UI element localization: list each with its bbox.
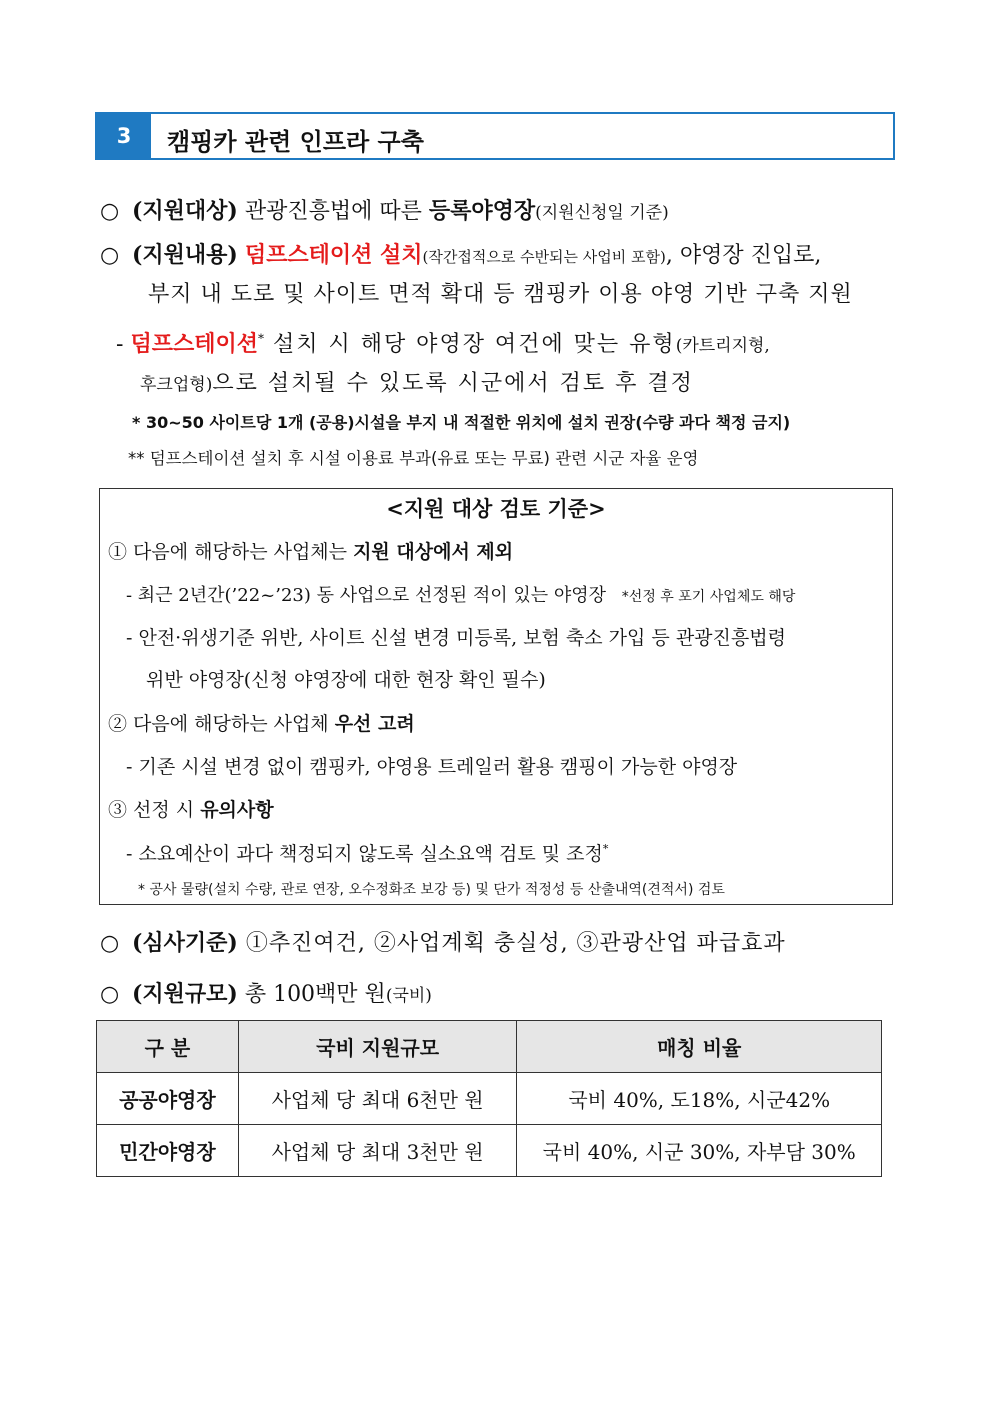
table-header-cell: 구 분 <box>97 1021 239 1073</box>
section-number: 3 <box>97 114 151 158</box>
item1-text: ① 다음에 해당하는 사업체는 <box>108 541 354 563</box>
target-small: (지원신청일 기준) <box>535 203 669 223</box>
section-title: 캠핑카 관련 인프라 구축 <box>167 128 424 156</box>
target-label: (지원대상) <box>132 198 238 224</box>
sub-dump-station <box>116 327 770 358</box>
criteria-item-1-sub-2-line2: 위반 야영장(신청 야영장에 대한 현장 확인 필수) <box>146 669 546 691</box>
scale-small: (국비) <box>385 986 432 1006</box>
bullet-review <box>100 926 786 957</box>
criteria-item-1-sub-2: - 안전·위생기준 위반, 사이트 신설 변경 미등록, 보험 축소 가입 등 관광진흥법령 <box>126 627 786 649</box>
sub-red: 덤프스테이션 <box>130 331 258 357</box>
review-label: (심사기준) <box>132 930 238 956</box>
support-table <box>96 1020 882 1177</box>
item2-bold: 우선 고려 <box>334 713 415 735</box>
table-cell: 국비 40%, 도18%, 시군42% <box>517 1073 882 1125</box>
bullet-marker: ○ <box>100 931 120 956</box>
table-row <box>97 1073 882 1125</box>
item3-sub1-text: - 소요예산이 과다 책정되지 않도록 실소요액 검토 및 조정 <box>126 843 603 865</box>
table-header-cell: 매칭 비율 <box>517 1021 882 1073</box>
content-label: (지원내용) <box>132 242 238 268</box>
section-header <box>95 112 895 160</box>
bullet-target <box>100 194 669 225</box>
content-red: 덤프스테이션 설치 <box>244 242 423 268</box>
criteria-item-3-sub-1 <box>126 839 608 866</box>
item2-text: ② 다음에 해당하는 사업체 <box>108 713 335 735</box>
bullet-scale <box>100 977 432 1008</box>
bullet-marker: ○ <box>100 199 120 224</box>
table-header-cell: 국비 지원규모 <box>238 1021 517 1073</box>
item3-bold: 유의사항 <box>200 799 274 821</box>
table-row <box>97 1125 882 1177</box>
bullet-marker: ○ <box>100 982 120 1007</box>
sub-dash: - <box>116 332 124 357</box>
item3-text: ③ 선정 시 <box>108 799 201 821</box>
note-2: ** 덤프스테이션 설치 후 시설 이용료 부과(유료 또는 무료) 관련 시군 자율 운영 <box>128 449 699 468</box>
sub-line2-text: 으로 설치될 수 있도록 시군에서 검토 후 결정 <box>212 371 694 396</box>
bullet-marker: ○ <box>100 243 120 268</box>
criteria-item-2-sub-1: - 기존 시설 변경 없이 캠핑카, 야영용 트레일러 활용 캠핑이 가능한 야영장 <box>126 756 738 778</box>
criteria-item-1-sub-1 <box>126 581 795 607</box>
table-row-header: 민간야영장 <box>97 1125 239 1177</box>
sub-small: (카트리지형, <box>675 336 770 356</box>
sub-star: * <box>257 331 264 346</box>
note-1: * 30~50 사이트당 1개 (공용)시설을 부지 내 적절한 위치에 설치 권장(수량 과다 책정 금지) <box>132 413 791 432</box>
criteria-box <box>99 488 893 905</box>
criteria-title: <지원 대상 검토 기준> <box>386 496 606 521</box>
target-text: 관광진흥법에 따른 <box>237 199 429 224</box>
criteria-item-1 <box>108 537 513 564</box>
content-line2: 부지 내 도로 및 사이트 면적 확대 등 캠핑카 이용 야영 기반 구축 지원 <box>148 282 853 307</box>
table-cell: 사업체 당 최대 3천만 원 <box>238 1125 517 1177</box>
item1-bold: 지원 대상에서 제외 <box>353 541 514 563</box>
table-cell: 사업체 당 최대 6천만 원 <box>238 1073 517 1125</box>
criteria-item-3 <box>108 795 274 822</box>
table-header-row <box>97 1021 882 1073</box>
item1-sub1-note: *선정 후 포기 사업체도 해당 <box>621 589 796 605</box>
content-small: (작간접적으로 수반되는 사업비 포함) <box>422 248 666 266</box>
review-text: ①추진여건, ②사업계획 충실성, ③관광산업 파급효과 <box>237 931 786 956</box>
sub-line2-small: 후크업형) <box>140 375 213 395</box>
criteria-item-3-note: * 공사 물량(설치 수량, 관로 연장, 오수정화조 보강 등) 및 단가 적정성 등 산출내역(견적서) 검토 <box>138 882 725 898</box>
scale-label: (지원규모) <box>132 981 238 1007</box>
criteria-item-2 <box>108 709 415 736</box>
item3-sub1-star: * <box>602 842 609 856</box>
sub-text: 설치 시 해당 야영장 여건에 맞는 유형 <box>263 332 676 357</box>
table-cell: 국비 40%, 시군 30%, 자부담 30% <box>517 1125 882 1177</box>
bullet-content <box>100 238 821 269</box>
target-bold: 등록야영장 <box>428 198 536 224</box>
scale-text: 총 100백만 원 <box>237 982 386 1007</box>
item1-sub1-text: - 최근 2년간(’22~’23) 동 사업으로 선정된 적이 있는 야영장 <box>126 585 607 606</box>
table-row-header: 공공야영장 <box>97 1073 239 1125</box>
sub-line2 <box>140 366 694 397</box>
content-text: , 야영장 진입로, <box>665 243 822 268</box>
